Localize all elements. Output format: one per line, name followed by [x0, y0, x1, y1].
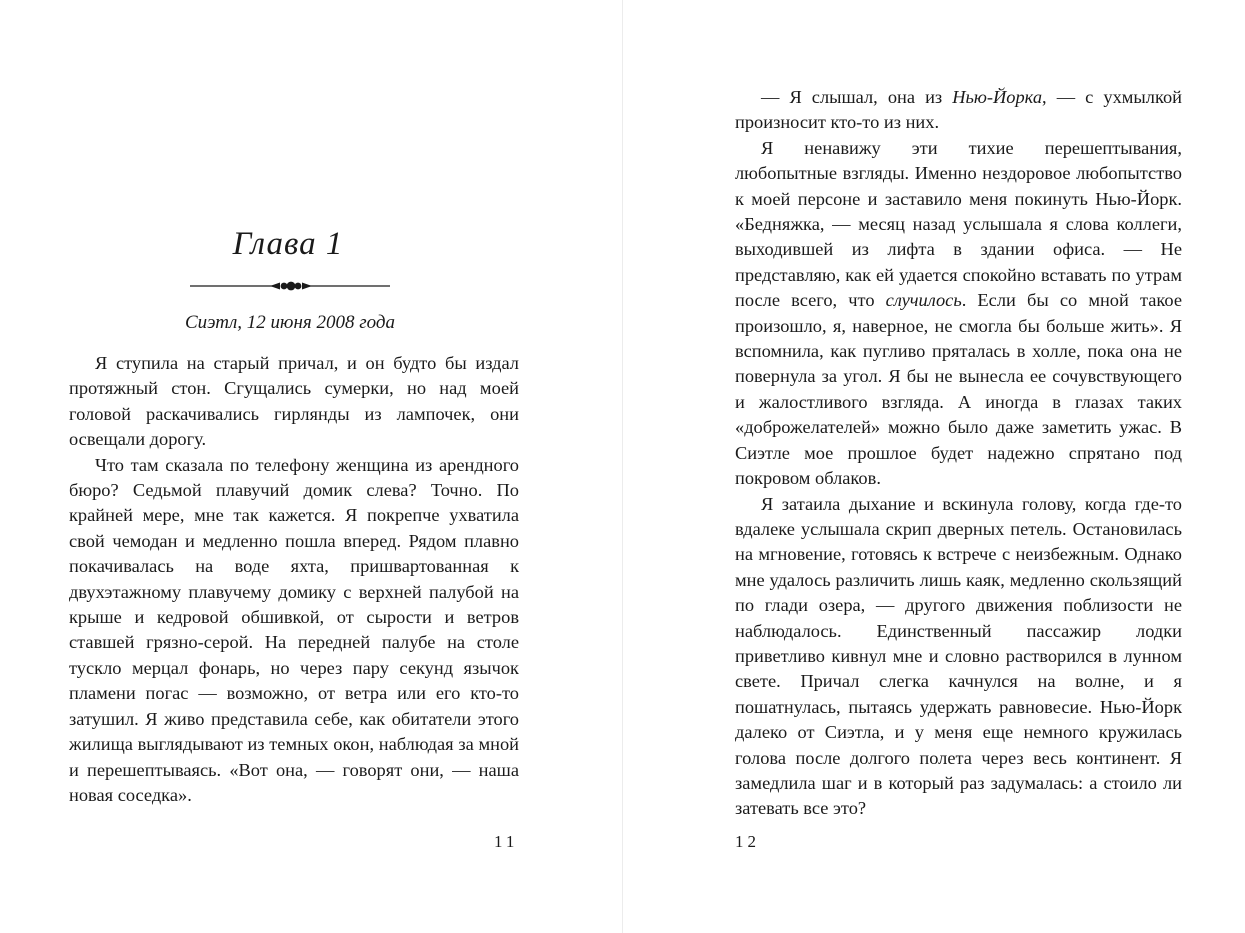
chapter-subtitle: Сиэтл, 12 июня 2008 года	[185, 312, 395, 333]
emphasis-text: случилось	[885, 290, 962, 311]
text-run: Я ненавижу эти тихие перешептывания, любопытные взгляды. Именно нездоровое любопытство к моей персоне и заставило меня покинуть Нью-Йорк. «Бедняжка, — месяц назад услышала я слова коллеги, выходившей из лифта в здании офиса. — Не представляю, как ей удается спокойно вставать по утрам после всего, что	[735, 137, 1182, 311]
emphasis-text: Нью-Йорка	[952, 87, 1043, 107]
paragraph	[735, 85, 1182, 136]
right-page-text	[735, 85, 1182, 822]
paragraph: Я ступила на старый причал, и он будто бы издал протяжный стон. Сгущались сумерки, но над моей головой раскачивались гирлянды из лампочек, они освещали дорогу.	[69, 353, 519, 450]
page-number-right: 12	[735, 832, 760, 851]
left-page-text	[69, 351, 519, 808]
paragraph: Я затаила дыхание и вскинула голову, когда где-то вдалеке услышала скрип дверных петель. Остановилась на мгновение, готовясь к встрече с неизбежным. Однако мне удалось различить лишь каяк, медленно скользящий по глади озера, — другого движения поблизости не наблюдалось. Единственный пассажир лодки приветливо кивнул мне и словно растворился в лунном свете. Причал слегка качнулся на волне, и я пошатнулась, пытаясь удержать равновесие. Нью-Йорк далеко от Сиэтла, и у меня еще немного кружилась голова после долгого полета через весь континент. Я замедлила шаг и в который раз задумалась: а стоило ли затевать все это?	[735, 493, 1182, 819]
page-number-left: 11	[494, 832, 519, 851]
text-run: — Я слышал, она из	[761, 87, 953, 107]
text-run: , — с ухмылкой произносит кто-то из них.	[735, 87, 1182, 133]
chapter-title: Глава 1	[232, 226, 344, 262]
paragraph	[735, 136, 1182, 492]
text-run: . Если бы со мной такое произошло, я, наверное, не смогла бы больше жить». Я вспомнила, как пугливо пряталась в холле, пока она не повернула за угол. Я бы не вынесла ее сочувствующего и жалостливого взгляда. А иногда в глазах таких «доброжелателей» можно было даже заметить ужас. В Сиэтле мое прошлое будет надежно спрятано под покровом облаков.	[735, 290, 1182, 489]
paragraph: Что там сказала по телефону женщина из арендного бюро? Седьмой плавучий домик слева? Точно. По крайней мере, мне так кажется. Я покрепче ухватила свой чемодан и медленно пошла вперед. Рядом плавно покачивалась на воде яхта, пришвартованная к двухэтажному плавучему домику с верхней палубой на крыше и кедровой обшивкой, от сырости и ветров ставшей грязно-серой. На передней палубе на столе тускло мерцал фонарь, но через пару секунд язычок пламени погас — возможно, от ветра или его кто-то затушил. Я живо представила себе, как обитатели этого жилища выглядывают из темных окон, наблюдая за мной и перешептываясь. «Вот она, — говорят они, — наша новая соседка».	[69, 454, 519, 805]
decorative-divider-icon	[190, 278, 390, 294]
